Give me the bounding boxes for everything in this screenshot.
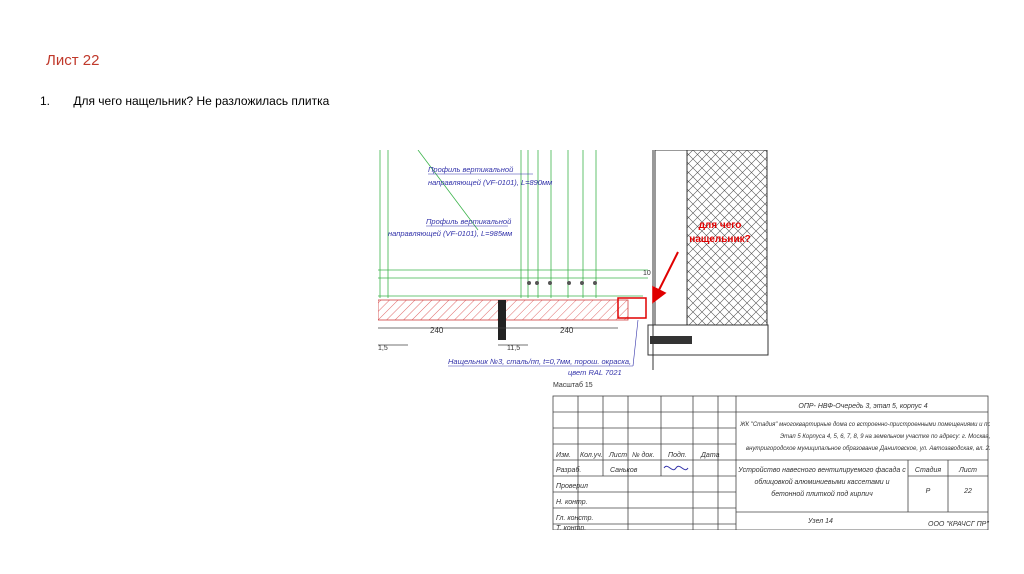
stamp-project-line1: ЖК "Стадия" многоквартирные дома со встроенно-пристроенными помещениями и подземн	[740, 422, 990, 428]
stamp-role-glkonstr: Гл. констр.	[556, 515, 594, 522]
stamp-header-podp: Подп.	[668, 452, 687, 459]
stamp-role-razrab: Разраб.	[556, 467, 582, 474]
profile2-label-line2: направляющей (VF-0101), L=985мм	[388, 229, 513, 238]
technical-drawing	[378, 150, 990, 530]
list-item-number: 1.	[40, 94, 51, 108]
stamp-header-list: Лист	[609, 452, 628, 459]
dim-240-right: 240	[560, 326, 574, 335]
stamp-developer: Саньков	[610, 467, 638, 474]
stamp-title-line2: облицовкой алюминиевыми кассетами и	[754, 479, 890, 486]
callout-line2: нащельник?	[689, 234, 751, 245]
dim-11-5: 11,5	[507, 345, 521, 352]
list-item-text: Для чего нащельник? Не разложилась плитка	[73, 94, 330, 108]
anchor-bolt	[498, 300, 506, 340]
stamp-project-line3: внутригородское муниципальное образование Даниловское, ул. Автозаводская, вл. 23	[746, 446, 990, 452]
stamp-role-nkontr: Н. контр.	[556, 499, 588, 506]
signature-mark	[664, 466, 688, 469]
stamp-role-tkontr: Т. контр.	[556, 525, 587, 530]
note-line1: Нащельник №3, сталь/пп, t=0,7мм, порош. окраска,	[448, 357, 632, 366]
stamp-sheet-value: 22	[964, 488, 972, 495]
stamp-header-kolvo: Кол.уч.	[580, 452, 603, 459]
profile2-label-line1: Профиль вертикальной	[426, 217, 512, 226]
stamp-doc-code: ОПР- НВФ-Очередь 3, этап 5, корпус 4	[798, 403, 928, 410]
dim-10: 10	[643, 270, 651, 277]
profile1-label-line1: Профиль вертикальной	[428, 165, 514, 174]
slide-title: Лист 22	[46, 52, 100, 69]
drawing-svg	[378, 150, 990, 530]
stamp-node: Узел 14	[808, 518, 833, 525]
list-item	[40, 94, 329, 108]
question-list	[40, 94, 329, 108]
bolts	[527, 281, 597, 285]
dim-1-5: 1,5	[378, 345, 388, 352]
stamp-sheet-label: Лист	[958, 467, 978, 474]
note-line2: цвет RAL 7021	[568, 368, 622, 377]
stamp-company: ООО "КРАЧСГ ПР"	[928, 521, 989, 528]
stamp-header-doc: № док.	[632, 452, 655, 459]
stamp-title-line1: Устройство навесного вентилируемого фасада с	[738, 467, 906, 474]
stamp-title-line3: бетонной плиткой под кирпич	[771, 491, 873, 498]
stamp-project-line2: Этап 5 Корпуса 4, 5, 6, 7, 8, 9 на земельном участке по адресу: г. Москва,	[780, 434, 990, 440]
stamp-header-data: Дата	[701, 452, 720, 459]
wall-insulation	[655, 150, 687, 325]
callout-line1: для чего	[698, 220, 742, 231]
dim-240-left: 240	[430, 326, 444, 335]
stamp-role-proveril: Проверил	[556, 483, 588, 490]
scale-label: Масштаб 15	[553, 382, 593, 389]
title-block	[553, 396, 988, 530]
profile1-label-line2: направляющей (VF-0101), L=890мм	[428, 178, 553, 187]
stamp-stage-value: Р	[925, 488, 931, 495]
stamp-header-izm: Изм.	[556, 452, 571, 459]
frame-profile	[650, 336, 692, 344]
stamp-stage-label: Стадия	[914, 467, 942, 474]
